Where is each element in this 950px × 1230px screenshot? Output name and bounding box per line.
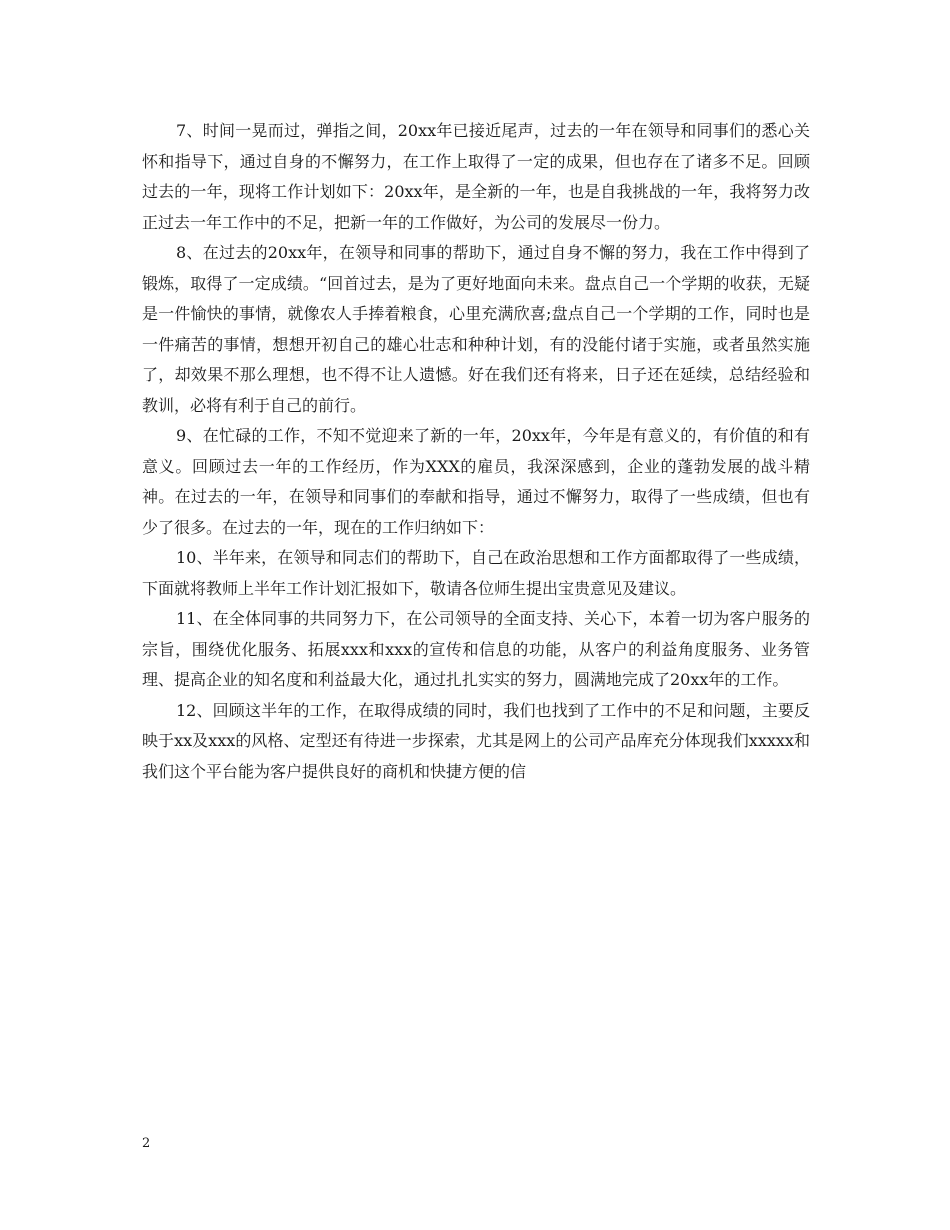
paragraph-10: 10、半年来，在领导和同志们的帮助下，自己在政治思想和工作方面都取得了一些成绩，下面就将教师上半年工作计划汇报如下，敬请各位师生提出宝贵意见及建议。 xyxy=(142,548,810,598)
paragraph-8: 8、在过去的20xx年，在领导和同事的帮助下，通过自身不懈的努力，我在工作中得到了锻炼，取得了一定成绩。“回首过去，是为了更好地面向未来。盘点自己一个学期的收获，无疑是一件愉快的事情，就像农人手捧着粮食，心里充满欣喜;盘点自己一个学期的工作，同时也是一件痛苦的事情，想想开初自己的雄心壮志和种种计划，有的没能付诸于实施，或者虽然实施了，却效果不那么理想，也不得不让人遗憾。好在我们还有将来，日子还在延续，总结经验和教训，必将有利于自己的前行。 xyxy=(142,243,810,415)
body-text xyxy=(142,116,810,787)
paragraph-9: 9、在忙碌的工作，不知不觉迎来了新的一年，20xx年，今年是有意义的，有价值的和有意义。回顾过去一年的工作经历，作为XXX的雇员，我深深感到，企业的蓬勃发展的战斗精神。在过去的一年，在领导和同事们的奉献和指导，通过不懈努力，取得了一些成绩，但也有少了很多。在过去的一年，现在的工作归纳如下： xyxy=(142,426,810,537)
page-number: 2 xyxy=(142,1136,151,1151)
paragraph-7: 7、时间一晃而过，弹指之间，20xx年已接近尾声，过去的一年在领导和同事们的悉心关怀和指导下，通过自身的不懈努力，在工作上取得了一定的成果，但也存在了诸多不足。回顾过去的一年，现将工作计划如下：20xx年，是全新的一年，也是自我挑战的一年，我将努力改正过去一年工作中的不足，把新一年的工作做好，为公司的发展尽一份力。 xyxy=(142,121,810,232)
paragraph-11: 11、在全体同事的共同努力下，在公司领导的全面支持、关心下，本着一切为客户服务的宗旨，围绕优化服务、拓展xxx和xxx的宣传和信息的功能，从客户的利益角度服务、业务管理、提高企业的知名度和利益最大化，通过扎扎实实的努力，圆满地完成了20xx年的工作。 xyxy=(142,609,810,689)
paragraph-12: 12、回顾这半年的工作，在取得成绩的同时，我们也找到了工作中的不足和问题，主要反映于xx及xxx的风格、定型还有待进一步探索，尤其是网上的公司产品库充分体现我们xxxxx和我们这个平台能为客户提供良好的商机和快捷方便的信 xyxy=(142,700,810,781)
